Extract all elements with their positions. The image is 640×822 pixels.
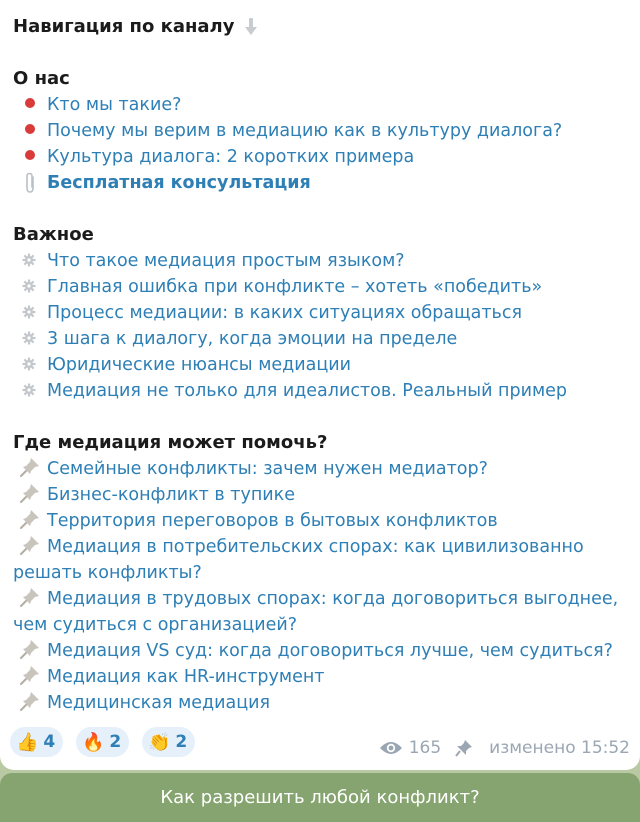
bottom-action-label: Как разрешить любой конфликт? <box>160 787 480 808</box>
red-dot-icon <box>25 150 35 160</box>
nav-link-item <box>13 690 627 716</box>
nav-link-item <box>13 482 627 508</box>
nav-link[interactable]: 3 шага к диалогу, когда эмоции на пределе <box>47 329 458 349</box>
bullet <box>13 638 47 664</box>
nav-link[interactable]: Медиация VS суд: когда договориться лучше, чем судиться? <box>47 641 613 661</box>
reaction-button[interactable] <box>142 727 195 757</box>
section-heading: Где медиация может помочь? <box>13 432 328 453</box>
nav-link-item <box>13 664 627 690</box>
nav-link[interactable]: Медиация не только для идеалистов. Реальный пример <box>47 381 568 401</box>
nav-link-item <box>13 118 627 144</box>
nav-link[interactable]: Медиация как HR-инструмент <box>47 667 325 687</box>
pushpin-icon <box>19 456 41 478</box>
nav-link-item <box>13 456 627 482</box>
nav-link-item <box>13 248 627 274</box>
nav-link[interactable]: Медиация в трудовых спорах: когда договориться выгоднее, чем судиться с организацией? <box>13 589 619 635</box>
bullet <box>13 378 47 404</box>
nav-link-item <box>13 586 627 638</box>
gear-icon <box>22 357 36 371</box>
nav-link-item <box>13 326 627 352</box>
reaction-count: 2 <box>175 732 188 752</box>
edited-time: изменено 15:52 <box>489 738 630 758</box>
eye-icon <box>379 740 403 756</box>
nav-link[interactable]: Кто мы такие? <box>47 95 182 115</box>
gear-icon <box>22 279 36 293</box>
bullet <box>13 170 47 196</box>
pushpin-icon <box>19 586 41 608</box>
views-count: 165 <box>408 738 442 758</box>
bullet <box>13 92 47 118</box>
bullet <box>13 248 47 274</box>
bullet <box>13 274 47 300</box>
reaction-count: 2 <box>109 732 122 752</box>
nav-link[interactable]: Юридические нюансы медиации <box>47 355 352 375</box>
bullet <box>13 534 47 560</box>
nav-link-item <box>13 144 627 170</box>
nav-link[interactable]: Бесплатная консультация <box>47 173 311 193</box>
pushpin-icon <box>19 508 41 530</box>
section-heading: О нас <box>13 68 70 89</box>
reaction-count: 4 <box>43 732 56 752</box>
reaction-button[interactable] <box>76 727 129 757</box>
bullet <box>13 482 47 508</box>
bullet <box>13 456 47 482</box>
nav-link[interactable]: Процесс медиации: в каких ситуациях обращаться <box>47 303 522 323</box>
paperclip-icon <box>23 172 37 194</box>
nav-link-item <box>13 170 627 196</box>
nav-link-item <box>13 508 627 534</box>
post-title-row <box>13 14 627 40</box>
reaction-emoji: 👏 <box>148 731 171 753</box>
nav-link[interactable]: Почему мы верим в медиацию как в культуру диалога? <box>47 121 563 141</box>
bullet <box>13 300 47 326</box>
nav-link[interactable]: Культура диалога: 2 коротких примера <box>47 147 415 167</box>
bullet <box>13 326 47 352</box>
bullet <box>13 508 47 534</box>
pin-icon <box>455 739 473 757</box>
nav-link[interactable]: Бизнес-конфликт в тупике <box>47 485 295 505</box>
message-footer <box>10 727 630 761</box>
reaction-emoji: 👍 <box>16 731 39 753</box>
down-arrow-icon <box>244 17 258 37</box>
post-sections <box>13 66 627 716</box>
message-meta <box>379 738 630 758</box>
red-dot-icon <box>25 124 35 134</box>
pushpin-icon <box>19 638 41 660</box>
bullet <box>13 664 47 690</box>
nav-link-item <box>13 638 627 664</box>
bullet <box>13 690 47 716</box>
bullet <box>13 586 47 612</box>
nav-link-item <box>13 300 627 326</box>
pushpin-icon <box>19 690 41 712</box>
bottom-action-button[interactable] <box>0 773 640 822</box>
bullet <box>13 144 47 170</box>
pushpin-icon <box>19 482 41 504</box>
nav-link[interactable]: Медицинская медиация <box>47 693 271 713</box>
nav-link-item <box>13 534 627 586</box>
nav-link[interactable]: Семейные конфликты: зачем нужен медиатор? <box>47 459 488 479</box>
bullet <box>13 118 47 144</box>
bullet <box>13 352 47 378</box>
gear-icon <box>22 331 36 345</box>
nav-link-item <box>13 274 627 300</box>
pushpin-icon <box>19 664 41 686</box>
section-heading: Важное <box>13 224 94 245</box>
nav-link-item <box>13 378 627 404</box>
nav-link[interactable]: Медиация в потребительских спорах: как цивилизованно решать конфликты? <box>13 537 584 583</box>
nav-link[interactable]: Главная ошибка при конфликте – хотеть «победить» <box>47 277 543 297</box>
post-title: Навигация по каналу <box>13 16 235 37</box>
nav-link-item <box>13 92 627 118</box>
red-dot-icon <box>25 98 35 108</box>
nav-link[interactable]: Территория переговоров в бытовых конфликтов <box>47 511 498 531</box>
gear-icon <box>22 305 36 319</box>
pushpin-icon <box>19 534 41 556</box>
gear-icon <box>22 383 36 397</box>
nav-link-item <box>13 352 627 378</box>
reaction-emoji: 🔥 <box>82 731 105 753</box>
nav-link[interactable]: Что такое медиация простым языком? <box>47 251 405 271</box>
gear-icon <box>22 253 36 267</box>
reaction-button[interactable] <box>10 727 63 757</box>
